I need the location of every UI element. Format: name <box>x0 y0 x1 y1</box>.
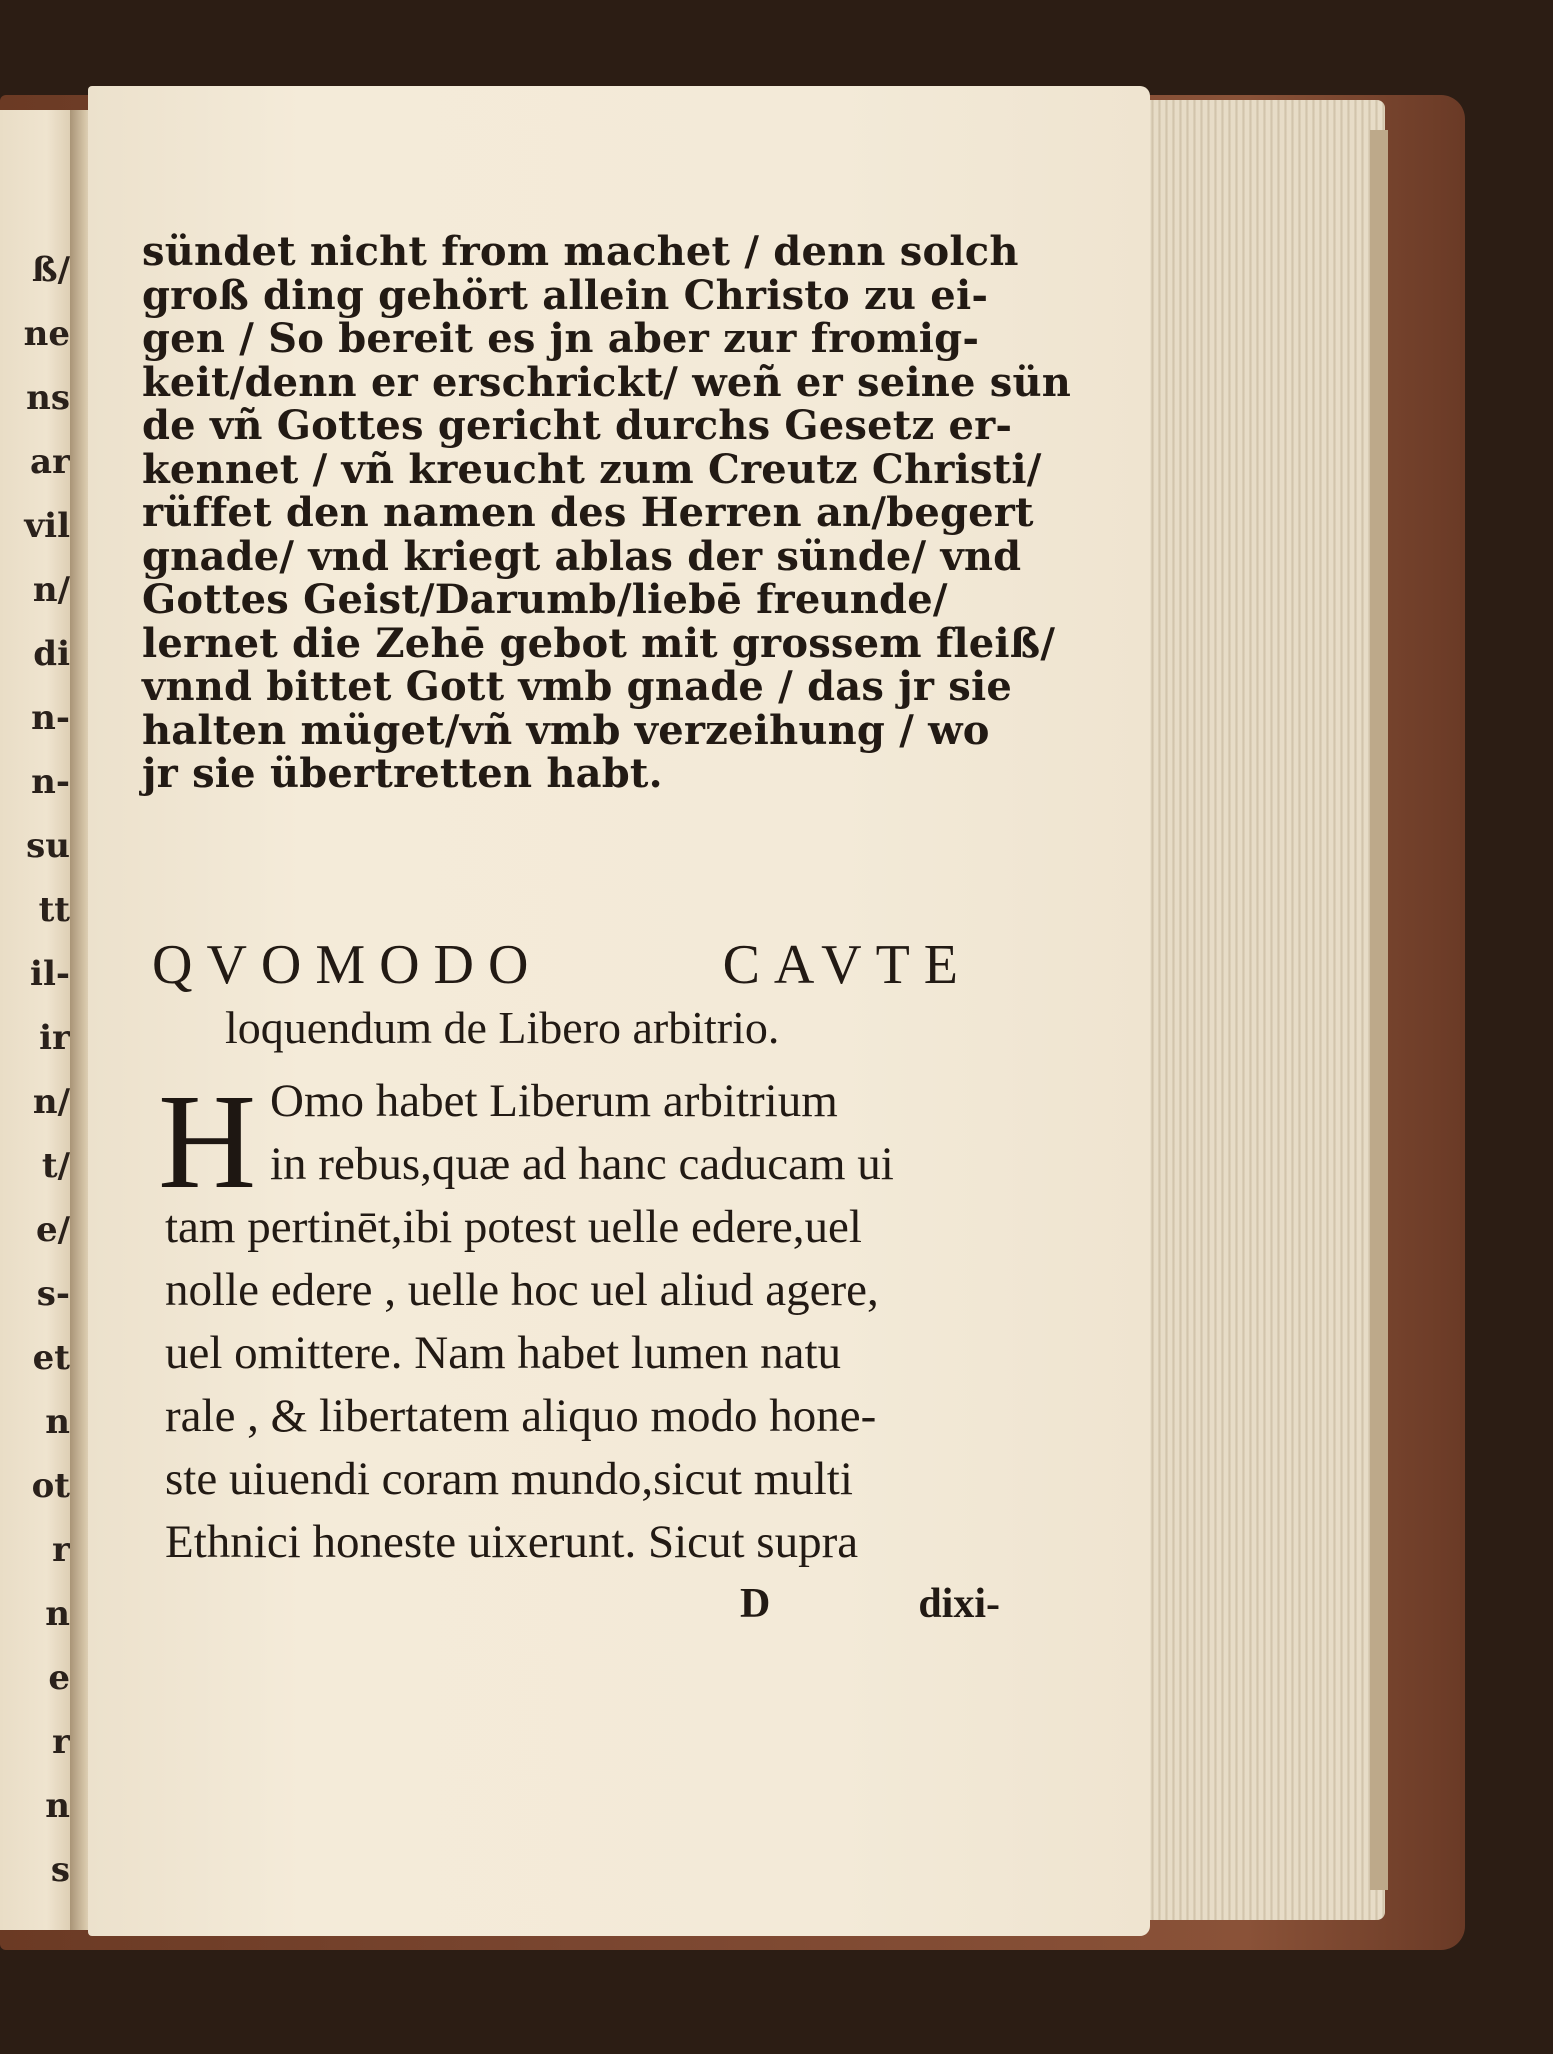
left-page-fragment: t/ <box>41 1146 70 1186</box>
left-page <box>0 110 78 1930</box>
fraktur-line: jr sie übertretten habt. <box>142 750 663 797</box>
page-edges <box>1140 100 1385 1920</box>
left-page-fragment: ar <box>30 442 70 482</box>
left-page-fragment: ne <box>23 314 70 354</box>
left-page-fragment: n <box>45 1786 70 1826</box>
left-page-fragment: ir <box>39 1018 70 1058</box>
fraktur-line: gnade/ vnd kriegt ablas der sünde/ vnd <box>142 532 1022 580</box>
fraktur-line: kennet / vñ kreucht zum Creutz Christi/ <box>142 445 1042 493</box>
left-page-fragment: s- <box>36 1274 70 1314</box>
left-page-fragment: n <box>45 1594 70 1634</box>
latin-line: in rebus,quæ ad hanc caducam ui <box>270 1138 894 1190</box>
fraktur-line: groß ding gehört allein Christo zu ei- <box>142 271 989 319</box>
latin-text-block <box>165 1070 995 1574</box>
latin-line: ste uiuendi coram mundo,sicut multi <box>165 1453 853 1505</box>
fraktur-line: keit/denn er erschrickt/ weñ er seine sün <box>142 358 1072 406</box>
page-edges-shadow <box>1370 130 1388 1890</box>
fraktur-line: Gottes Geist/Darumb/liebē freunde/ <box>142 576 948 623</box>
fraktur-text-block <box>142 228 1072 797</box>
left-page-fragment: n <box>45 1402 70 1442</box>
left-page-fragment: r <box>52 1530 70 1570</box>
left-page-fragment: et <box>32 1338 70 1378</box>
fraktur-line: sündet nicht from machet / denn solch <box>142 228 1019 275</box>
latin-line: Omo habet Liberum arbitrium <box>270 1075 838 1127</box>
left-page-fragment: r <box>52 1722 70 1762</box>
fraktur-line: rüffet den namen des Herren an/begert <box>142 489 1034 536</box>
fraktur-line: gen / So bereit es jn aber zur fromig- <box>142 315 980 362</box>
section-subheading: loquendum de Libero arbitrio. <box>225 1002 780 1053</box>
catchword: dixi- <box>918 1581 1000 1627</box>
left-page-fragment: su <box>26 826 70 866</box>
left-page-fragment: il- <box>30 954 70 994</box>
fraktur-line: halten müget/vñ vmb verzeihung / wo <box>142 706 990 754</box>
left-page-fragment: n/ <box>32 570 70 610</box>
left-page-fragment: tt <box>38 890 70 930</box>
latin-line: tam pertinēt,ibi potest uelle edere,uel <box>165 1201 862 1253</box>
section-heading <box>152 935 972 995</box>
left-page-fragment: n- <box>31 762 70 802</box>
left-page-fragment: vil <box>24 506 70 546</box>
latin-line: nolle edere , uelle hoc uel aliud agere, <box>165 1264 879 1316</box>
fraktur-line: de vñ Gottes gericht durchs Gesetz er- <box>142 402 1013 449</box>
latin-line: uel omittere. Nam habet lumen natu <box>165 1327 842 1379</box>
left-page-fragment: ns <box>26 378 70 418</box>
left-page-fragment: n- <box>31 698 70 738</box>
left-page-fragment: s <box>50 1850 70 1890</box>
left-page-fragment: e <box>48 1658 70 1698</box>
signature-mark: D <box>740 1581 771 1627</box>
left-page-fragment: e/ <box>35 1210 70 1250</box>
latin-line: rale , & libertatem aliquo modo hone- <box>165 1390 877 1442</box>
left-page-fragment: ß/ <box>31 250 70 290</box>
latin-line: Ethnici honeste uixerunt. Sicut supra <box>165 1516 859 1568</box>
fraktur-line: lernet die Zehē gebot mit grossem fleiß/ <box>142 619 1056 667</box>
fraktur-line: vnnd bittet Gott vmb gnade / das jr sie <box>142 663 1013 710</box>
left-page-fragment: ot <box>31 1466 70 1506</box>
drop-cap: H <box>158 1067 257 1217</box>
heading-word-1: QVOMODO <box>152 934 543 996</box>
left-page-fragment: n/ <box>32 1082 70 1122</box>
left-page-fragment: di <box>33 634 70 674</box>
heading-word-2: CAVTE <box>722 934 972 996</box>
